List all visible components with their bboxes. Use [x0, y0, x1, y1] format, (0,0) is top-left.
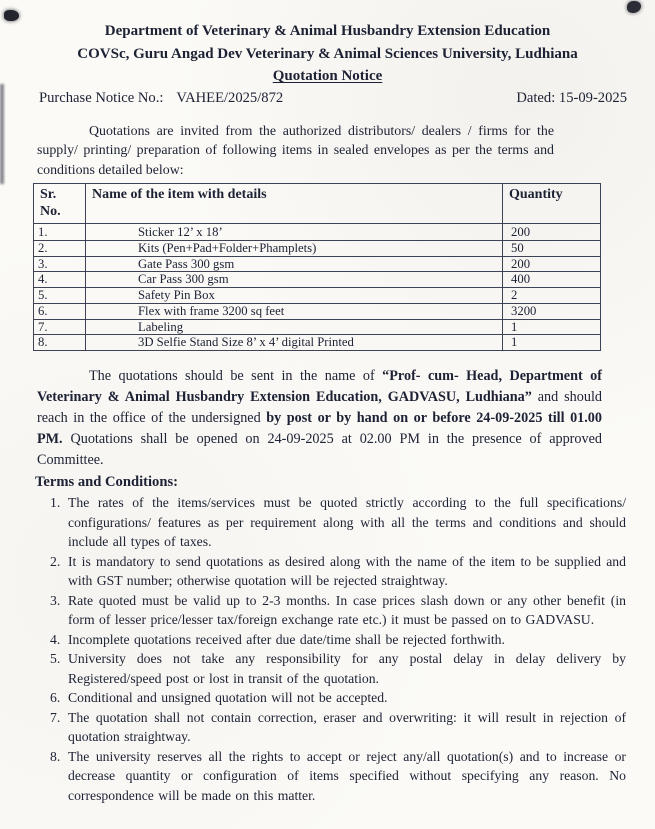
column-header-item-name: Name of the item with details — [86, 184, 503, 224]
term-text: Rate quoted must be valid up to 2-3 months. In case prices slash down or any other benefit (in form of lesser price/lesser tax/foreign exchange rate etc.) it must be passed on to GADVASU. — [68, 592, 626, 627]
dispatch-addressee-bold: “Prof- cum- Head, Department of Veterinary & Animal Husbandry Extension Education, GADVASU, Ludhiana” — [37, 368, 602, 405]
term-item — [37, 552, 626, 591]
item-qty: 50 — [503, 240, 601, 256]
university-title: COVSc, Guru Angad Dev Veterinary & Animal Sciences University, Ludhiana — [77, 45, 578, 62]
item-name: Car Pass 300 gsm — [86, 272, 503, 288]
items-table — [33, 183, 601, 351]
item-qty: 3200 — [503, 303, 601, 319]
department-title: Department of Veterinary & Animal Husbandry Extension Education — [104, 23, 551, 39]
item-name: Gate Pass 300 gsm — [86, 256, 503, 272]
term-number: 7. — [50, 709, 61, 725]
table-header-row — [34, 184, 601, 224]
purchase-notice-no — [39, 90, 283, 107]
term-text: University does not take any responsibility for any postal delay in delay delivery by Registered/speed post or lost in transit of the quotation. — [68, 651, 626, 686]
item-sr: 5. — [34, 288, 86, 304]
table-row — [34, 288, 601, 304]
item-qty: 2 — [503, 288, 601, 304]
table-row — [34, 335, 601, 351]
scan-artifact-top-left — [4, 10, 19, 21]
term-number: 1. — [50, 495, 61, 510]
item-qty: 200 — [503, 256, 601, 272]
item-sr: 4. — [34, 272, 86, 288]
term-text: The quotation shall not contain correction, eraser and overwriting: it will result in rejection of quotation straightway. — [68, 709, 626, 744]
term-number: 3. — [50, 592, 61, 608]
term-item — [37, 591, 626, 630]
terms-heading: Terms and Conditions: — [35, 474, 179, 490]
page-title: Quotation Notice — [272, 68, 383, 84]
table-row — [34, 319, 601, 335]
item-name: Safety Pin Box — [86, 288, 503, 304]
scan-edge-shadow — [0, 84, 4, 184]
table-row — [34, 240, 601, 256]
document-header — [0, 0, 655, 88]
item-sr: 1. — [34, 224, 86, 241]
table-row — [34, 303, 601, 319]
purchase-notice-value: VAHEE/2025/872 — [176, 89, 284, 106]
item-sr: 3. — [34, 256, 86, 272]
item-qty: 400 — [503, 272, 601, 288]
term-item — [37, 747, 626, 806]
term-item — [37, 493, 626, 552]
term-text: Conditional and unsigned quotation will not be accepted. — [68, 690, 388, 705]
term-text: It is mandatory to send quotations as desired along with the name of the item to be supplied and with GST number; otherwise quotation will be rejected straightway. — [68, 553, 626, 588]
term-number: 4. — [50, 631, 61, 647]
table-row — [34, 256, 601, 272]
dispatch-seg3: and should reach in the office of the undersigned — [37, 389, 602, 426]
item-name: Flex with frame 3200 sq feet — [86, 303, 503, 319]
dispatch-paragraph — [37, 366, 602, 471]
term-number: 5. — [50, 651, 61, 666]
term-item — [37, 630, 626, 650]
table-row — [34, 272, 601, 288]
item-name: Kits (Pen+Pad+Folder+Phamplets) — [86, 240, 503, 256]
item-qty: 200 — [503, 224, 601, 241]
item-sr: 2. — [34, 240, 86, 256]
item-qty: 1 — [503, 335, 601, 351]
purchase-notice-label: Purchase Notice No.: — [39, 89, 164, 106]
term-text: Incomplete quotations received after due date/time shall be rejected forthwith. — [68, 631, 505, 647]
item-sr: 6. — [34, 303, 86, 319]
intro-paragraph: Quotations are invited from the authorized distributors/ dealers / firms for the supply/ printing/ preparation of following items in sealed envelopes as per the terms and conditions detailed below: — [37, 123, 554, 178]
term-item — [37, 649, 626, 688]
dispatch-deadline-bold: by post or by hand on or before 24-09-2025 till 01.00 PM. — [37, 410, 602, 447]
term-number: 2. — [50, 553, 61, 569]
item-qty: 1 — [503, 319, 601, 335]
item-name: Labeling — [86, 319, 503, 335]
term-text: The rates of the items/services must be quoted strictly according to the full specifications/ configurations/ features as per requirement along with all the terms and conditions and should include all types of taxes. — [68, 495, 626, 549]
term-number: 8. — [50, 748, 61, 764]
dispatch-seg5: Quotations shall be opened on 24-09-2025 at 02.00 PM in the presence of approved Committee. — [37, 431, 602, 468]
item-name: Sticker 12’ x 18’ — [86, 224, 503, 241]
term-number: 6. — [50, 690, 61, 705]
column-header-quantity: Quantity — [503, 184, 601, 224]
item-sr: 7. — [34, 319, 86, 335]
item-sr: 8. — [34, 335, 86, 351]
notice-meta-row — [0, 88, 655, 107]
term-text: The university reserves all the rights to accept or reject any/all quotation(s) and to increase or decrease quantity or configuration of items specified without specifying any reason. No correspondence will be made on this matter. — [68, 748, 626, 803]
dated-value: Dated: 15-09-2025 — [516, 89, 627, 106]
dispatch-seg1: The quotations should be sent in the name of — [89, 368, 383, 384]
table-row — [34, 224, 601, 241]
terms-list — [37, 493, 626, 805]
column-header-sr-no: Sr. No. — [34, 184, 86, 224]
item-name: 3D Selfie Stand Size 8’ x 4’ digital Printed — [86, 335, 503, 351]
term-item — [37, 708, 626, 747]
term-item — [37, 688, 626, 708]
